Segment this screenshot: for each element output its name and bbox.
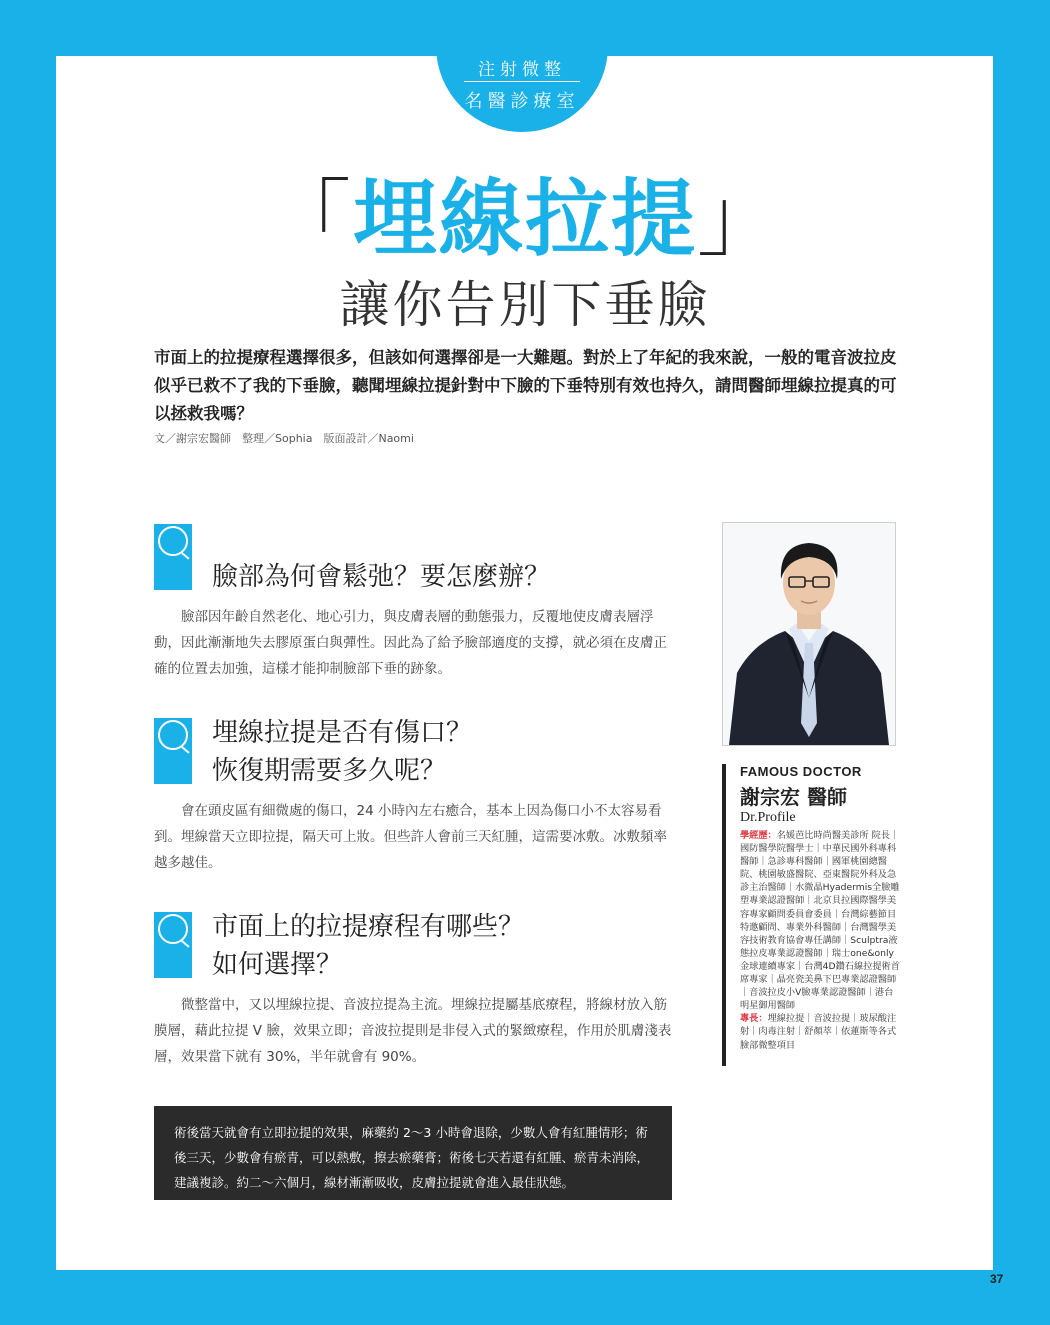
- section-badge: [436, 0, 608, 132]
- answer-2: 會在頭皮區有細微處的傷口，24 小時內左右癒合，基本上因為傷口小不太容易看到。埋線當天立即拉提，隔天可上妝。但些許人會前三天紅腫，這需要冰敷。冰敷頻率越多越佳。: [154, 803, 667, 871]
- question-3-line1: 市面上的拉提療程有哪些？: [212, 912, 525, 942]
- profile-bio: [740, 829, 900, 1052]
- question-2-line1: 埋線拉提是否有傷口？: [212, 718, 473, 748]
- article-subtitle: 讓你告別下垂臉: [339, 276, 711, 334]
- doctor-photo: [722, 522, 896, 746]
- title-close-bracket: 」: [697, 170, 784, 268]
- q-icon: [154, 912, 192, 978]
- specialty-key: 專長：: [740, 1013, 768, 1025]
- intro-paragraph: 市面上的拉提療程選擇很多，但該如何選擇卻是一大難題。對於上了年紀的我來說，一般的電音波拉皮似乎已救不了我的下垂臉，聽聞埋線拉提針對中下臉的下垂特別有效也持久，請問醫師埋線拉提真的可以拯救我嗎？: [154, 348, 897, 423]
- question-1-line1: 臉部為何會鬆弛？要怎麼辦？: [212, 562, 551, 592]
- answer-1: 臉部因年齡自然老化、地心引力，與皮膚表層的動態張力，反覆地使皮膚表層浮動，因此漸漸地失去膠原蛋白與彈性。因此為了給予臉部適度的支撐，就必須在皮膚正確的位置去加強，這樣才能抑制臉部下垂的跡象。: [154, 609, 667, 677]
- question-2: [212, 714, 472, 790]
- question-3: [212, 908, 524, 984]
- answer-3: 微整當中，又以埋線拉提、音波拉提為主流。埋線拉提屬基底療程，將線材放入筋膜層，藉此拉提 V 臉，效果立即；音波拉提則是非侵入式的緊緻療程，作用於肌膚淺表層，效果當下就有 30%，半年就會有 90%。: [154, 997, 672, 1065]
- profile-label: FAMOUS DOCTOR: [740, 764, 862, 779]
- q-icon: [154, 718, 192, 784]
- question-2-line2: 恢復期需要多久呢？: [212, 756, 447, 786]
- badge-category: 注射微整: [478, 60, 566, 80]
- education-key: 學經歷：: [740, 830, 777, 841]
- doctor-profile: [740, 764, 900, 1052]
- question-1: [212, 558, 550, 596]
- title-main-text: 埋線拉提: [352, 170, 697, 268]
- badge-divider: [464, 81, 580, 82]
- page-number: 37: [990, 1272, 1004, 1286]
- profile-subtitle: Dr.Profile: [740, 810, 796, 825]
- credits-line: 文／謝宗宏醫師 整理／Sophia 版面設計／Naomi: [154, 432, 414, 445]
- q-icon: [154, 524, 192, 590]
- badge-column: 名醫診療室: [464, 91, 580, 112]
- education-text: 名媛芭比時尚醫美診所 院長｜國防醫學院醫學士｜中華民國外科專科醫師｜急診專科醫師｜國軍桃園總醫院、桃園敏盛醫院、亞東醫院外科及急診主治醫師｜水微晶Hyadermis全臉雕塑專業認證醫師｜北京貝拉國際醫學美容專家顧問委員會委員｜台灣綜藝節目特邀顧問、專業外科醫師｜台灣醫學美容技術教育協會專任講師｜Sculptra液態拉皮專業認證醫師｜瑞士one&only金球連續專家｜台灣4D鑽石線拉提術首席專家｜晶亮瓷美鼻下巴專業認證醫師｜音波拉皮小V臉專業認證醫師｜港台明星御用醫師: [740, 830, 900, 1012]
- title-open-bracket: 「: [266, 170, 353, 268]
- aftercare-callout: 術後當天就會有立即拉提的效果，麻藥約 2～3 小時會退除，少數人會有紅腫情形；術後三天，少數會有瘀青，可以熱敷，擦去瘀藥膏；術後七天若還有紅腫、瘀青未消除，建議複診。約二～六個月，線材漸漸吸收，皮膚拉提就會進入最佳狀態。: [154, 1106, 672, 1200]
- doctor-portrait: [723, 523, 895, 745]
- doctor-name: 謝宗宏 醫師: [740, 785, 847, 809]
- article-title: [0, 170, 1050, 268]
- specialty-text: 埋線拉提｜音波拉提｜玻尿酸注射｜肉毒注射｜舒顏萃｜依蓮斯等各式臉部微整項目: [740, 1013, 897, 1051]
- question-3-line2: 如何選擇？: [212, 950, 343, 980]
- profile-accent-bar: [722, 764, 726, 1066]
